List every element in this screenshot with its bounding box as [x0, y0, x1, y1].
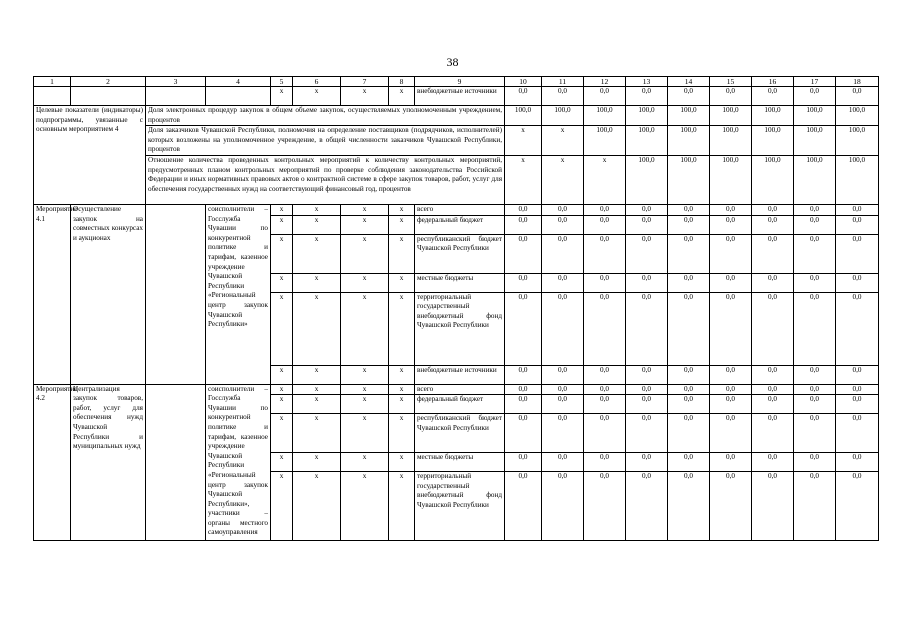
- column-number: 8: [389, 77, 415, 87]
- table-cell: [34, 87, 71, 106]
- column-number: 3: [146, 77, 206, 87]
- value-cell: x: [505, 126, 542, 156]
- mark-cell: x: [341, 215, 389, 234]
- value-cell: 0,0: [794, 204, 836, 215]
- mark-cell: x: [293, 273, 341, 292]
- mark-cell: x: [341, 384, 389, 395]
- value-cell: 0,0: [710, 215, 752, 234]
- mark-cell: x: [271, 234, 293, 273]
- value-cell: 0,0: [668, 453, 710, 472]
- mark-cell: x: [271, 414, 293, 453]
- mark-cell: x: [293, 215, 341, 234]
- value-cell: 0,0: [794, 395, 836, 414]
- value-cell: 0,0: [542, 273, 584, 292]
- value-cell: 0,0: [505, 384, 542, 395]
- value-cell: 100,0: [752, 155, 794, 204]
- mark-cell: x: [271, 453, 293, 472]
- mark-cell: x: [389, 87, 415, 106]
- measure-name: Централизация закупок товаров, работ, услуг для обеспечения нужд Чувашской Республики и муниципальных нужд: [71, 384, 146, 541]
- measure-executors: соисполнители – Госслужба Чувашии по конкурентной политике и тарифам, казенное учреждение Чувашской Республики «Региональный центр закупок Чувашской Республики», участники – органы местного самоуправления: [206, 384, 271, 541]
- mark-cell: x: [293, 234, 341, 273]
- value-cell: 100,0: [752, 126, 794, 156]
- value-cell: 0,0: [626, 292, 668, 365]
- value-cell: 0,0: [752, 395, 794, 414]
- value-cell: 0,0: [542, 453, 584, 472]
- table-cell: [206, 87, 271, 106]
- indicators-label: Целевые показатели (индикаторы) подпрограммы, увязанные с основным мероприятием 4: [34, 106, 146, 205]
- value-cell: 0,0: [752, 87, 794, 106]
- value-cell: 100,0: [794, 126, 836, 156]
- value-cell: 0,0: [505, 273, 542, 292]
- value-cell: 0,0: [794, 365, 836, 384]
- value-cell: 0,0: [836, 215, 879, 234]
- value-cell: 100,0: [836, 126, 879, 156]
- mark-cell: x: [271, 384, 293, 395]
- mark-cell: x: [341, 292, 389, 365]
- value-cell: x: [542, 155, 584, 204]
- column-number: 2: [71, 77, 146, 87]
- column-number: 1: [34, 77, 71, 87]
- mark-cell: x: [293, 414, 341, 453]
- value-cell: 0,0: [626, 384, 668, 395]
- measure-name: Осуществление закупок на совместных конкурсах и аукционах: [71, 204, 146, 384]
- mark-cell: x: [271, 365, 293, 384]
- mark-cell: x: [341, 204, 389, 215]
- value-cell: 0,0: [836, 234, 879, 273]
- value-cell: 0,0: [505, 472, 542, 541]
- empty-cell: [146, 204, 206, 384]
- value-cell: 0,0: [668, 472, 710, 541]
- value-cell: 0,0: [836, 87, 879, 106]
- mark-cell: x: [341, 472, 389, 541]
- mark-cell: x: [271, 292, 293, 365]
- mark-cell: x: [389, 472, 415, 541]
- value-cell: 0,0: [752, 384, 794, 395]
- column-number: 4: [206, 77, 271, 87]
- value-cell: 0,0: [626, 472, 668, 541]
- column-number: 15: [710, 77, 752, 87]
- value-cell: 0,0: [668, 384, 710, 395]
- value-cell: 0,0: [836, 292, 879, 365]
- value-cell: 100,0: [836, 155, 879, 204]
- value-cell: 0,0: [626, 87, 668, 106]
- value-cell: 0,0: [668, 204, 710, 215]
- mark-cell: x: [271, 204, 293, 215]
- value-cell: 100,0: [626, 126, 668, 156]
- column-number: 18: [836, 77, 879, 87]
- mark-cell: x: [271, 87, 293, 106]
- mark-cell: x: [389, 395, 415, 414]
- value-cell: 0,0: [505, 414, 542, 453]
- value-cell: 0,0: [542, 365, 584, 384]
- value-cell: 0,0: [752, 472, 794, 541]
- value-cell: x: [542, 126, 584, 156]
- mark-cell: x: [341, 453, 389, 472]
- value-cell: 0,0: [752, 234, 794, 273]
- column-number: 12: [584, 77, 626, 87]
- value-cell: 0,0: [836, 384, 879, 395]
- column-number: 17: [794, 77, 836, 87]
- value-cell: 0,0: [668, 292, 710, 365]
- value-cell: 0,0: [584, 292, 626, 365]
- value-cell: 0,0: [626, 453, 668, 472]
- mark-cell: x: [293, 395, 341, 414]
- value-cell: 0,0: [542, 234, 584, 273]
- program-table: [33, 76, 879, 541]
- value-cell: 100,0: [794, 106, 836, 126]
- source-cell: федеральный бюджет: [415, 215, 505, 234]
- value-cell: 0,0: [584, 215, 626, 234]
- value-cell: 0,0: [794, 472, 836, 541]
- value-cell: 0,0: [584, 453, 626, 472]
- value-cell: 0,0: [668, 365, 710, 384]
- value-cell: 0,0: [836, 365, 879, 384]
- source-cell: внебюджетные источники: [415, 87, 505, 106]
- value-cell: 0,0: [752, 292, 794, 365]
- indicator-text: Отношение количества проведенных контрольных мероприятий к количеству контрольных мероприятий, предусмотренных планом контрольных мероприятий по проверке соблюдения законодательства Российской Федерации и иных нормативных правовых актов о контрактной системе в сфере закупок товаров, работ, услуг для обеспечения государственных нужд на соответствующий финансовый год, процентов: [146, 155, 505, 204]
- mark-cell: x: [389, 384, 415, 395]
- value-cell: 0,0: [794, 414, 836, 453]
- source-cell: местные бюджеты: [415, 453, 505, 472]
- header-row: [34, 77, 879, 87]
- measure-code: Мероприятие 4.1: [34, 204, 71, 384]
- value-cell: 0,0: [584, 273, 626, 292]
- source-cell: всего: [415, 384, 505, 395]
- value-cell: 0,0: [542, 472, 584, 541]
- mark-cell: x: [293, 204, 341, 215]
- value-cell: 0,0: [794, 384, 836, 395]
- mark-cell: x: [341, 87, 389, 106]
- value-cell: 0,0: [710, 365, 752, 384]
- value-cell: 0,0: [668, 414, 710, 453]
- value-cell: 0,0: [626, 234, 668, 273]
- value-cell: 0,0: [584, 384, 626, 395]
- indicator-text: Доля электронных процедур закупок в общем объеме закупок, осуществляемых уполномоченным учреждением, процентов: [146, 106, 505, 126]
- value-cell: 0,0: [542, 215, 584, 234]
- source-cell: местные бюджеты: [415, 273, 505, 292]
- value-cell: 0,0: [668, 215, 710, 234]
- value-cell: 0,0: [836, 453, 879, 472]
- value-cell: 100,0: [505, 106, 542, 126]
- value-cell: 0,0: [542, 384, 584, 395]
- value-cell: 0,0: [584, 395, 626, 414]
- table-row: [34, 87, 879, 106]
- column-number: 13: [626, 77, 668, 87]
- indicator-row: [34, 106, 879, 126]
- column-number: 11: [542, 77, 584, 87]
- value-cell: 100,0: [752, 106, 794, 126]
- mark-cell: x: [341, 273, 389, 292]
- mark-cell: x: [271, 273, 293, 292]
- value-cell: 0,0: [710, 204, 752, 215]
- mark-cell: x: [341, 395, 389, 414]
- value-cell: 100,0: [710, 126, 752, 156]
- value-cell: 0,0: [505, 365, 542, 384]
- value-cell: 100,0: [584, 106, 626, 126]
- source-cell: территориальный государственный внебюджетный фонд Чувашской Республики: [415, 292, 505, 365]
- value-cell: 0,0: [710, 292, 752, 365]
- source-cell: федеральный бюджет: [415, 395, 505, 414]
- value-cell: 0,0: [668, 395, 710, 414]
- value-cell: 0,0: [710, 472, 752, 541]
- column-number: 7: [341, 77, 389, 87]
- value-cell: 0,0: [794, 87, 836, 106]
- value-cell: x: [584, 155, 626, 204]
- table-cell: [146, 87, 206, 106]
- value-cell: 0,0: [584, 365, 626, 384]
- mark-cell: x: [389, 273, 415, 292]
- column-number: 5: [271, 77, 293, 87]
- table-cell: [71, 87, 146, 106]
- value-cell: 0,0: [710, 453, 752, 472]
- value-cell: 0,0: [710, 395, 752, 414]
- mark-cell: x: [389, 204, 415, 215]
- mark-cell: x: [271, 215, 293, 234]
- mark-cell: x: [293, 87, 341, 106]
- value-cell: 0,0: [505, 234, 542, 273]
- indicator-text: Доля заказчиков Чувашской Республики, полномочия на определение поставщиков (подрядчиков, исполнителей) которых возложены на уполномоченное учреждение, в общей численности заказчиков Чувашской Республики, процентов: [146, 126, 505, 156]
- column-number: 9: [415, 77, 505, 87]
- mark-cell: x: [293, 472, 341, 541]
- empty-cell: [146, 384, 206, 541]
- mark-cell: x: [389, 365, 415, 384]
- mark-cell: x: [389, 215, 415, 234]
- value-cell: 0,0: [710, 384, 752, 395]
- mark-cell: x: [341, 365, 389, 384]
- column-number: 6: [293, 77, 341, 87]
- value-cell: 100,0: [710, 106, 752, 126]
- mark-cell: x: [271, 395, 293, 414]
- value-cell: 0,0: [505, 395, 542, 414]
- value-cell: 100,0: [710, 155, 752, 204]
- value-cell: 0,0: [710, 273, 752, 292]
- value-cell: 0,0: [752, 215, 794, 234]
- value-cell: 0,0: [584, 472, 626, 541]
- value-cell: 0,0: [668, 87, 710, 106]
- value-cell: 0,0: [584, 414, 626, 453]
- mark-cell: x: [293, 453, 341, 472]
- value-cell: 0,0: [505, 204, 542, 215]
- value-cell: 0,0: [542, 204, 584, 215]
- value-cell: 0,0: [505, 215, 542, 234]
- source-cell: всего: [415, 204, 505, 215]
- value-cell: 0,0: [752, 414, 794, 453]
- value-cell: 0,0: [794, 234, 836, 273]
- source-cell: республиканский бюджет Чувашской Республики: [415, 234, 505, 273]
- mark-cell: x: [293, 384, 341, 395]
- value-cell: 0,0: [505, 453, 542, 472]
- value-cell: 0,0: [794, 215, 836, 234]
- value-cell: 100,0: [626, 106, 668, 126]
- value-cell: 100,0: [542, 106, 584, 126]
- measure-executors: соисполнители – Госслужба Чувашии по конкурентной политике и тарифам, казенное учреждение Чувашской Республики «Региональный центр закупок Чувашской Республики»: [206, 204, 271, 384]
- value-cell: 0,0: [836, 395, 879, 414]
- value-cell: 0,0: [668, 234, 710, 273]
- value-cell: 0,0: [710, 234, 752, 273]
- value-cell: 0,0: [710, 414, 752, 453]
- mark-cell: x: [271, 472, 293, 541]
- column-number: 10: [505, 77, 542, 87]
- mark-cell: x: [389, 292, 415, 365]
- source-cell: внебюджетные источники: [415, 365, 505, 384]
- value-cell: 0,0: [542, 414, 584, 453]
- value-cell: 0,0: [836, 414, 879, 453]
- value-cell: 0,0: [542, 395, 584, 414]
- value-cell: 100,0: [668, 126, 710, 156]
- mark-cell: x: [293, 365, 341, 384]
- value-cell: 0,0: [794, 453, 836, 472]
- value-cell: 0,0: [626, 395, 668, 414]
- value-cell: 0,0: [626, 414, 668, 453]
- column-number: 16: [752, 77, 794, 87]
- value-cell: 100,0: [836, 106, 879, 126]
- mark-cell: x: [341, 234, 389, 273]
- value-cell: 100,0: [626, 155, 668, 204]
- value-cell: 0,0: [752, 204, 794, 215]
- value-cell: 0,0: [505, 87, 542, 106]
- value-cell: 0,0: [752, 453, 794, 472]
- value-cell: 0,0: [626, 273, 668, 292]
- measure-code: Мероприятие 4.2: [34, 384, 71, 541]
- mark-cell: x: [341, 414, 389, 453]
- mark-cell: x: [389, 234, 415, 273]
- value-cell: 0,0: [752, 273, 794, 292]
- value-cell: 0,0: [794, 273, 836, 292]
- indicator-row: [34, 155, 879, 204]
- value-cell: 0,0: [836, 472, 879, 541]
- value-cell: 0,0: [710, 87, 752, 106]
- mark-cell: x: [389, 414, 415, 453]
- value-cell: 100,0: [668, 106, 710, 126]
- value-cell: 0,0: [752, 365, 794, 384]
- value-cell: 0,0: [626, 204, 668, 215]
- value-cell: 0,0: [836, 273, 879, 292]
- value-cell: 0,0: [794, 292, 836, 365]
- value-cell: 0,0: [505, 292, 542, 365]
- value-cell: 0,0: [836, 204, 879, 215]
- value-cell: 100,0: [794, 155, 836, 204]
- page-number: 38: [446, 55, 459, 69]
- source-cell: республиканский бюджет Чувашской Республики: [415, 414, 505, 453]
- mark-cell: x: [293, 292, 341, 365]
- value-cell: 0,0: [584, 87, 626, 106]
- value-cell: 0,0: [542, 87, 584, 106]
- measure-row: [34, 384, 879, 395]
- measure-row: [34, 204, 879, 215]
- mark-cell: x: [389, 453, 415, 472]
- value-cell: x: [505, 155, 542, 204]
- column-number: 14: [668, 77, 710, 87]
- source-cell: территориальный государственный внебюджетный фонд Чувашской Республики: [415, 472, 505, 541]
- indicator-row: [34, 126, 879, 156]
- value-cell: 0,0: [584, 234, 626, 273]
- value-cell: 0,0: [626, 215, 668, 234]
- value-cell: 0,0: [626, 365, 668, 384]
- value-cell: 0,0: [668, 273, 710, 292]
- value-cell: 100,0: [668, 155, 710, 204]
- value-cell: 100,0: [584, 126, 626, 156]
- value-cell: 0,0: [542, 292, 584, 365]
- value-cell: 0,0: [584, 204, 626, 215]
